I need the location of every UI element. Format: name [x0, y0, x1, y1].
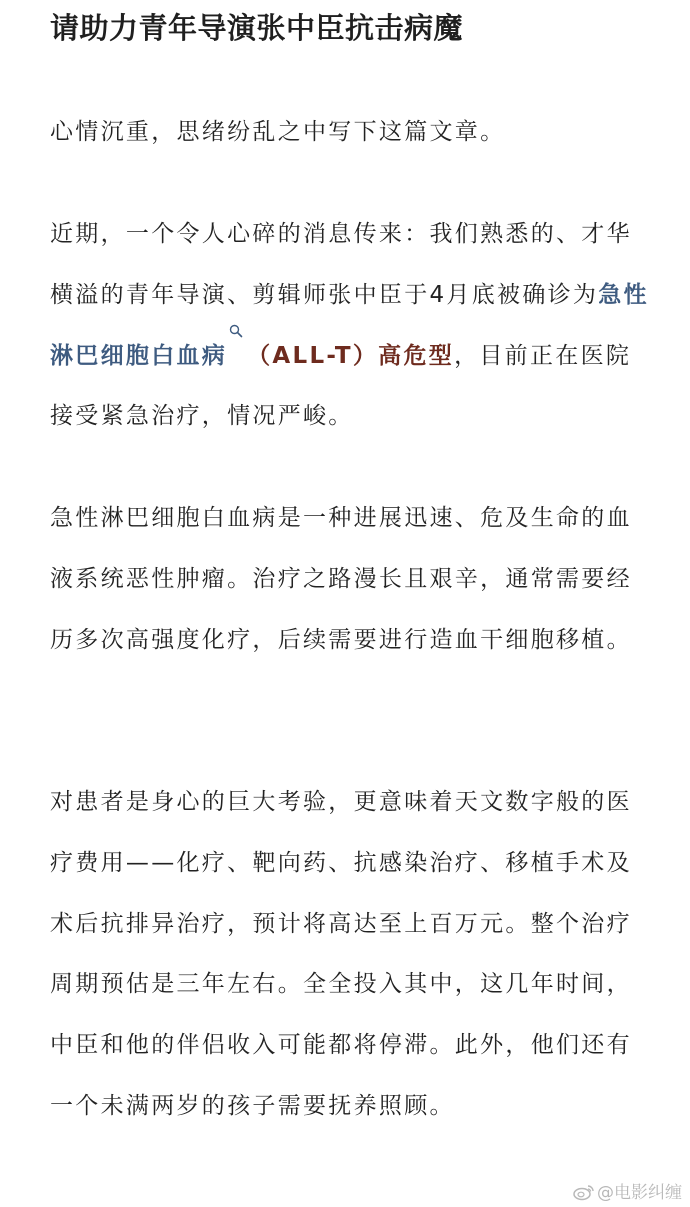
paragraph-2 [50, 204, 650, 447]
paragraph-2-text-before: 近期，一个令人心碎的消息传来：我们熟悉的、才华横溢的青年导演、剪辑师张中臣于4月底被确诊为 [50, 221, 632, 308]
weibo-logo-icon [573, 1183, 595, 1201]
article-title: 请助力青年导演张中臣抗击病魔 [50, 11, 464, 45]
paragraph-3: 急性淋巴细胞白血病是一种进展迅速、危及生命的血液系统恶性肿瘤。治疗之路漫长且艰辛，通常需要经历多次高强度化疗，后续需要进行造血干细胞移植。 [50, 505, 632, 653]
search-icon[interactable] [227, 326, 247, 348]
paragraph-2-text-after: ，目前正在医院接受紧急治疗，情况严峻。 [50, 342, 632, 430]
watermark [573, 1178, 682, 1203]
leukemia-link[interactable]: 急性淋巴细胞白血病 [50, 281, 649, 369]
paragraph-1: 心情沉重，思绪纷乱之中写下这篇文章。 [50, 119, 506, 145]
diagnosis-highlight: （ALL-T）高危型 [247, 342, 455, 369]
paragraph-4: 对患者是身心的巨大考验，更意味着天文数字般的医疗费用——化疗、靶向药、抗感染治疗、移植手术及术后抗排异治疗，预计将高达至上百万元。整个治疗周期预估是三年左右。全全投入其中，这几年时间，中臣和他的伴侣收入可能都将停滞。此外，他们还有一个未满两岁的孩子需要抚养照顾。 [50, 789, 632, 1119]
watermark-text: @电影纠缠 [597, 1183, 682, 1203]
